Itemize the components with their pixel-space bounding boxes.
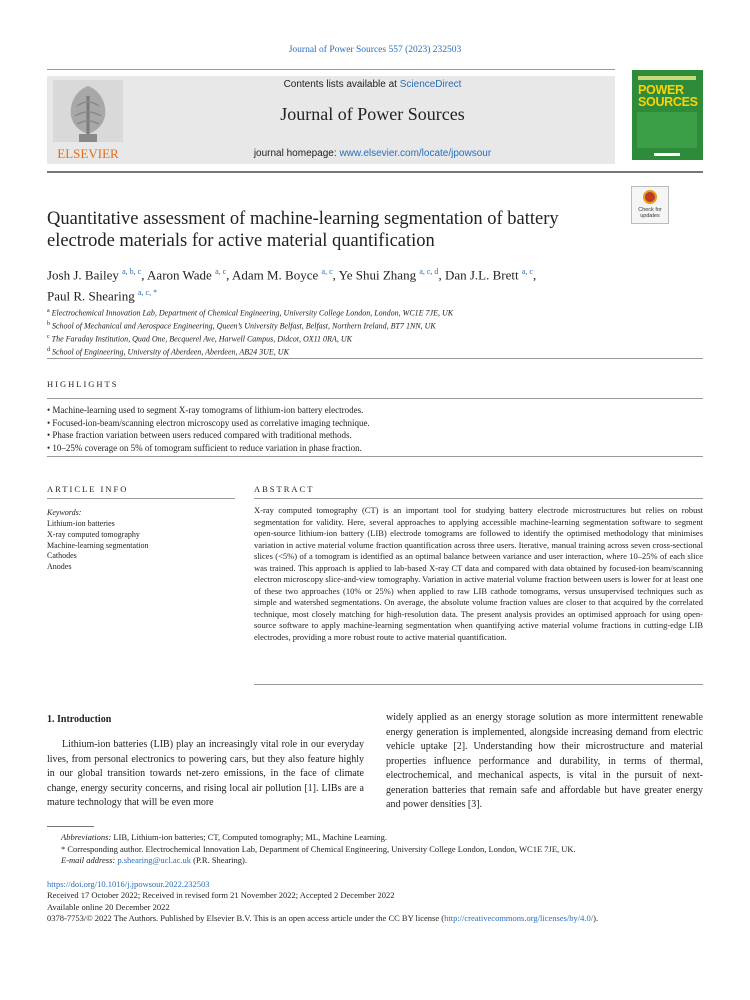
article-title: Quantitative assessment of machine-learning segmentation of battery electrode materials for active material quantification [47,209,559,251]
header-divider [47,171,703,173]
affiliation-item: $^c$ The Faraday Institution, Quad One, Becquerel Ave, Harwell Campus, Didcot, OX11 0RA, UK [47,334,352,344]
received-dates: Received 17 October 2022; Received in revised form 21 November 2022; Accepted 2 December 2022 [47,890,395,901]
divider [47,358,703,359]
author-list: Josh J. Bailey $^{a, b, c}$, Aaron Wade $^{a, c}$, Adam M. Boyce $^{a, c}$, Ye Shui Zhang $^{a, c, d}$, Dan J.L. Brett $^{a, c}$, Paul R. Shearing $^{a, c, *}$ [47,267,537,304]
svg-text:ELSEVIER: ELSEVIER [57,146,119,161]
affiliation-item: $^d$ School of Engineering, University of Aberdeen, Aberdeen, AB24 3UE, UK [47,347,289,358]
introduction-left-column: Lithium-ion batteries (LIB) play an increasingly vital role in our everyday lives, from personal electronics to powering cars, but they also feature highly in our global transition towards net-zero emissions, in the face of climate change, energy security concerns, and rising local air pollution [1]. LIBs are a mature technology that will be even more [47,739,364,808]
keyword-item: Anodes [47,562,72,572]
contents-prefix: Contents lists available at [283,79,400,90]
check-for-updates-badge[interactable] [631,186,669,224]
keywords-label: Keywords: [47,508,82,517]
available-online: Available online 20 December 2022 [47,901,170,912]
keywords-list [47,519,237,573]
highlight-item: • Focused-ion-beam/scanning electron microscopy used as correlative imaging technique. [47,417,697,430]
author-name: Josh J. Bailey [47,267,119,283]
journal-homepage [130,148,615,159]
author-name: Adam M. Boyce [231,267,319,283]
homepage-link[interactable]: www.elsevier.com/locate/jpowsour [339,148,492,159]
journal-title: Journal of Power Sources [280,104,465,124]
footnote-divider [47,826,94,827]
sciencedirect-link[interactable]: ScienceDirect [399,79,462,90]
publication-metadata [47,879,717,925]
affiliation-item: $^a$ Electrochemical Innovation Lab, Department of Chemical Engineering, University College London, London, WC1E 7JE, UK [47,308,454,318]
journal-cover-image[interactable]: POWER SOURCES [632,70,703,160]
author-affiliation-link[interactable]: a, b, c [122,267,142,276]
author-affiliation-link[interactable]: a, c, d [419,267,439,276]
license-link[interactable]: http://creativecommons.org/licenses/by/4.0/ [444,913,594,924]
highlight-item: • Phase fraction variation between users reduced compared with traditional methods. [47,429,697,442]
author-name: Dan J.L. Brett [444,267,519,283]
divider [47,456,703,457]
highlights-heading: HIGHLIGHTS [47,379,119,389]
homepage-prefix: journal homepage: [253,148,340,159]
introduction-heading: 1. Introduction [47,714,112,725]
affiliation-item: $^b$ School of Mechanical and Aerospace Engineering, Queen’s University Belfast, Belfast, Northern Ireland, BT7 1NN, UK [47,321,436,331]
abstract-heading: ABSTRACT [254,484,315,494]
corresponding-author-note: * Corresponding author. Electrochemical Innovation Lab, Department of Chemical Engineering, University College London, London, WC1E 7JE, UK. [61,843,576,854]
divider [47,69,615,70]
email-note: E-mail address: p.shearing@ucl.ac.uk (P.R. Shearing). [61,855,248,866]
highlight-item: • Machine-learning used to segment X-ray tomograms of lithium-ion battery electrodes. [47,404,697,417]
divider [47,398,703,399]
author-name: Ye Shui Zhang [338,267,417,283]
divider [254,684,703,685]
author-affiliation-link[interactable]: a, c [521,267,533,276]
email-link[interactable]: p.shearing@ucl.ac.uk [117,855,192,866]
abbreviations-note: Abbreviations: LIB, Lithium-ion batteries; CT, Computed tomography; ML, Machine Learning. [61,832,388,842]
keyword-item: X-ray computed tomography [47,529,140,539]
highlight-item: • 10–25% coverage on 5% of tomogram sufficient to reduce variation in phase fraction. [47,442,697,455]
keyword-item: Lithium-ion batteries [47,519,115,528]
highlights-list [47,404,697,455]
footnotes [47,832,707,867]
author-affiliation-link[interactable]: a, c [215,267,227,276]
divider [254,498,703,499]
doi-link[interactable]: https://doi.org/10.1016/j.jpowsour.2022.232503 [47,879,210,889]
license-line: 0378-7753/© 2022 The Authors. Published by Elsevier B.V. This is an open access article under the CC BY license (http://creativecommons.org/licenses/by/4.0/). [47,913,599,924]
journal-citation[interactable]: Journal of Power Sources 557 (2023) 232503 [288,45,462,55]
article-info-heading: ARTICLE INFO [47,484,129,494]
affiliations [47,306,697,359]
elsevier-logo [47,76,129,164]
author-name: Aaron Wade [147,267,212,283]
crossmark-icon [643,190,657,204]
author-affiliation-link[interactable]: a, c [321,267,333,276]
keyword-item: Cathodes [47,551,77,561]
author-name: Paul R. Shearing [47,288,135,304]
crossmark-label: Check for updates [638,207,662,219]
keyword-item: Machine-learning segmentation [47,540,149,550]
contents-line [130,79,615,90]
introduction-right-column: widely applied as an energy storage solution as more intermittent renewable energy generation is implemented, alongside increasing demand from electric vehicle uptake [2]. Understanding how their microstructure and material properties influence performance and durability, in terms of thermal, electrochemical, and mechanical aspects, is vital in the pursuit of next-generation batteries that remain safe and affordable but have greater energy and power densities [3]. [386,712,703,810]
author-affiliation-link[interactable]: a, c, * [138,288,158,298]
abstract-text: X-ray computed tomography (CT) is an important tool for studying battery electrode microstructures but relies on robust segmentation for validity. Here, several approaches to applying accessible machine-learning segmentation software to segment open-source lithium-ion battery (LIB) electrode tomograms are followed to identify the optimised methodology that minimises variation in active material volume fraction quantification across three users. Iterative, manual training across seven cross-sectional slices (<5%) of a tomogram is identified as an optimal balance between variance and user interaction, where 10–25% of each slice was trained. This approach is applied to lab-based X-ray CT data and compared with data obtained by focused-ion beam/scanning electron microscopy slice-and-view tomography. Variation in active material volume fraction between users is lower for at least one of these two approaches (10% or 25%) when applied to raw LIB cathode tomograms, versus unsupervised techniques such as simple and watershed segmentations. On average, the absolute volume fraction values are closer to that acquired by the correlated technique, most closely matching for high-resolution data. The present analysis provides an optimised approach for using open-source software to apply machine-learning segmentation when quantifying active material volume fractions in cutting-edge LIB electrodes, providing a more robust route to active material quantification. [254,505,703,643]
divider [47,498,235,499]
